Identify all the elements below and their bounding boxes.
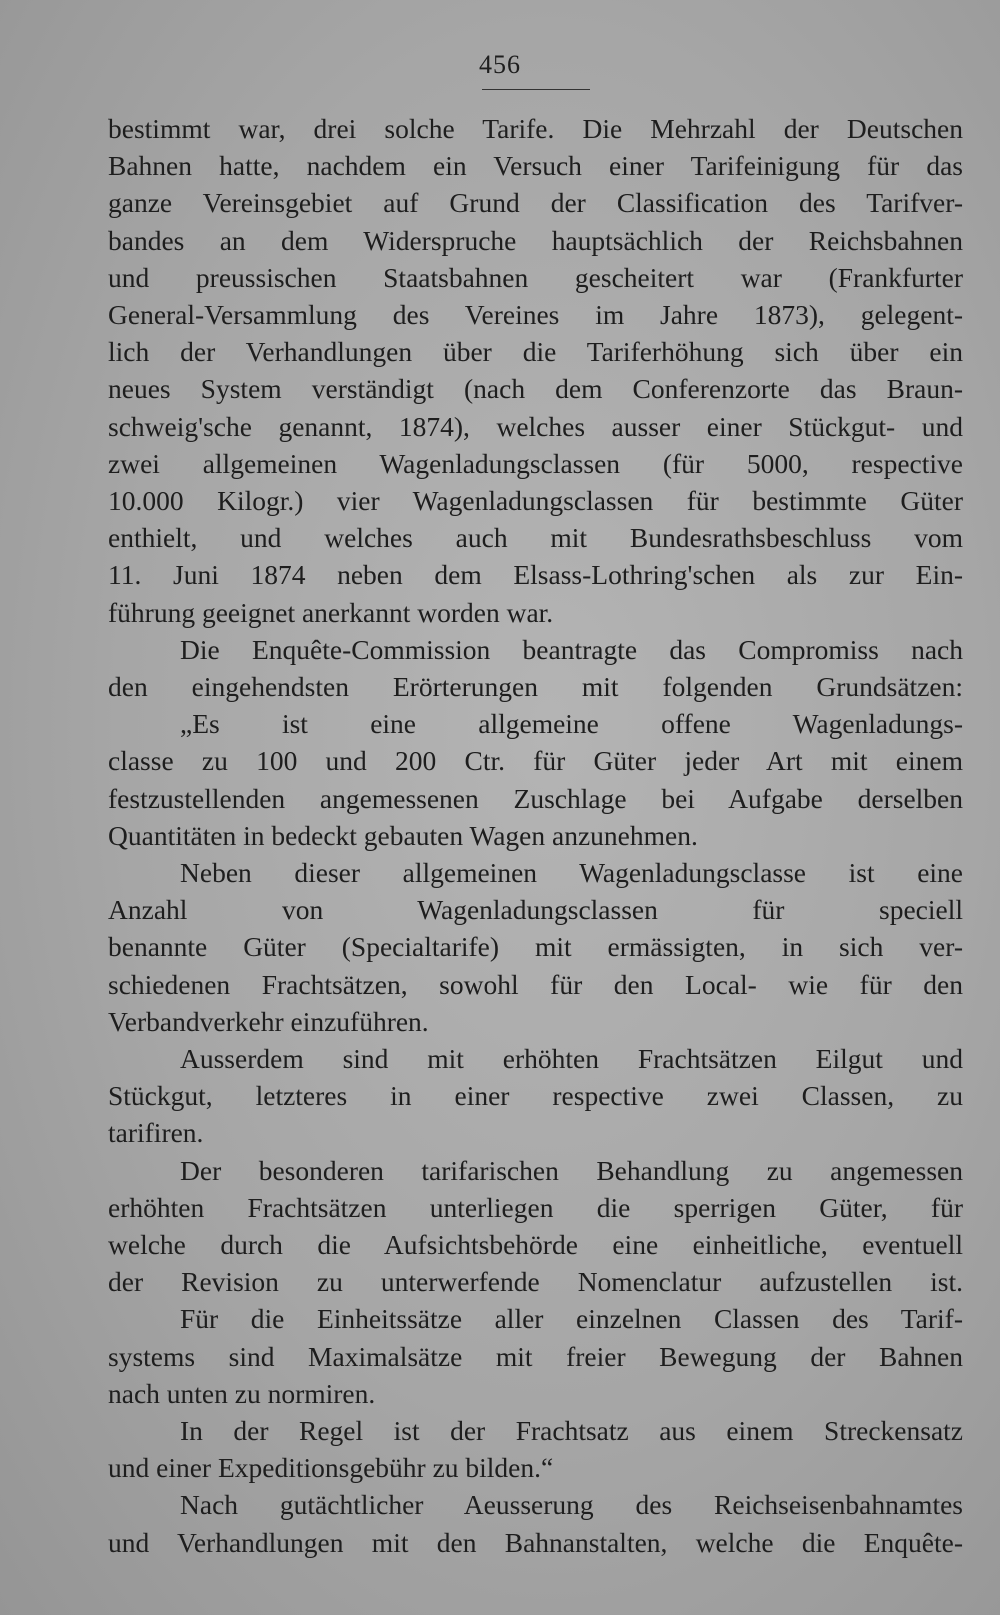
text-line: festzustellenden angemessenen Zuschlage bei Aufgabe derselben: [108, 782, 963, 814]
page-number: 456: [479, 50, 521, 79]
text-line: und Verhandlungen mit den Bahnanstalten, welche die Enquête-: [108, 1526, 963, 1558]
text-line: Ausserdem sind mit erhöhten Frachtsätzen Eilgut und: [180, 1043, 963, 1074]
text-line: bestimmt war, drei solche Tarife. Die Mehrzahl der Deutschen: [108, 113, 963, 144]
text-line: tarifiren.: [108, 1117, 204, 1149]
text-line: und preussischen Staatsbahnen gescheitert war (Frankfurter: [108, 261, 963, 293]
text-line: Der besonderen tarifarischen Behandlung zu angemessen: [180, 1154, 963, 1186]
text-line: „Es ist eine allgemeine offene Wagenladungs-: [180, 708, 963, 740]
header-rule: [482, 89, 590, 90]
text-line: In der Regel ist der Frachtsatz aus einem Streckensatz: [180, 1415, 963, 1446]
text-line: enthielt, und welches auch mit Bundesrathsbeschluss vom: [108, 522, 963, 554]
text-line: Die Enquête-Commission beantragte das Compromiss nach: [180, 633, 963, 665]
text-line: bandes an dem Widerspruche hauptsächlich der Reichsbahnen: [108, 224, 963, 256]
text-line: 11. Juni 1874 neben dem Elsass-Lothring'schen als zur Ein-: [108, 559, 963, 591]
text-line: Für die Einheitssätze aller einzelnen Classen des Tarif-: [180, 1303, 963, 1335]
text-line: Quantitäten in bedeckt gebauten Wagen anzunehmen.: [108, 819, 698, 851]
text-line: Stückgut, letzteres in einer respective zwei Classen, zu: [108, 1080, 963, 1112]
text-line: nach unten zu normiren.: [108, 1377, 376, 1409]
text-line: schweig'sche genannt, 1874), welches ausser einer Stückgut- und: [108, 410, 963, 442]
text-line: zwei allgemeinen Wagenladungsclassen (für 5000, respective: [108, 447, 963, 479]
text-line: und einer Expeditionsgebühr zu bilden.“: [108, 1452, 554, 1484]
text-line: Neben dieser allgemeinen Wagenladungsclasse ist eine: [180, 857, 963, 888]
text-line: neues System verständigt (nach dem Conferenzorte das Braun-: [108, 373, 963, 405]
text-line: Nach gutächtlicher Aeusserung des Reichseisenbahnamtes: [180, 1489, 963, 1521]
text-line: Anzahl von Wagenladungsclassen für speciell: [108, 894, 963, 926]
text-line: classe zu 100 und 200 Ctr. für Güter jeder Art mit einem: [108, 745, 963, 777]
text-line: erhöhten Frachtsätzen unterliegen die sperrigen Güter, für: [108, 1191, 963, 1223]
text-line: welche durch die Aufsichtsbehörde eine einheitliche, eventuell: [108, 1229, 963, 1260]
text-line: den eingehendsten Erörterungen mit folgenden Grundsätzen:: [108, 671, 963, 702]
text-line: schiedenen Frachtsätzen, sowohl für den Local- wie für den: [108, 968, 963, 1000]
text-line: Bahnen hatte, nachdem ein Versuch einer Tarifeinigung für das: [108, 150, 963, 182]
text-line: Verbandverkehr einzuführen.: [108, 1005, 429, 1037]
text-line: der Revision zu unterwerfende Nomenclatur aufzustellen ist.: [108, 1266, 963, 1298]
text-line: ganze Vereinsgebiet auf Grund der Classification des Tarifver-: [108, 187, 963, 219]
text-line: systems sind Maximalsätze mit freier Bewegung der Bahnen: [108, 1340, 963, 1372]
text-line: führung geeignet anerkannt worden war.: [108, 596, 554, 628]
text-line: lich der Verhandlungen über die Tariferhöhung sich über ein: [108, 336, 963, 368]
text-line: benannte Güter (Specialtarife) mit ermässigten, in sich ver-: [108, 931, 963, 963]
text-line: General-Versammlung des Vereines im Jahre 1873), gelegent-: [108, 299, 963, 330]
text-line: 10.000 Kilogr.) vier Wagenladungsclassen für bestimmte Güter: [108, 485, 963, 516]
